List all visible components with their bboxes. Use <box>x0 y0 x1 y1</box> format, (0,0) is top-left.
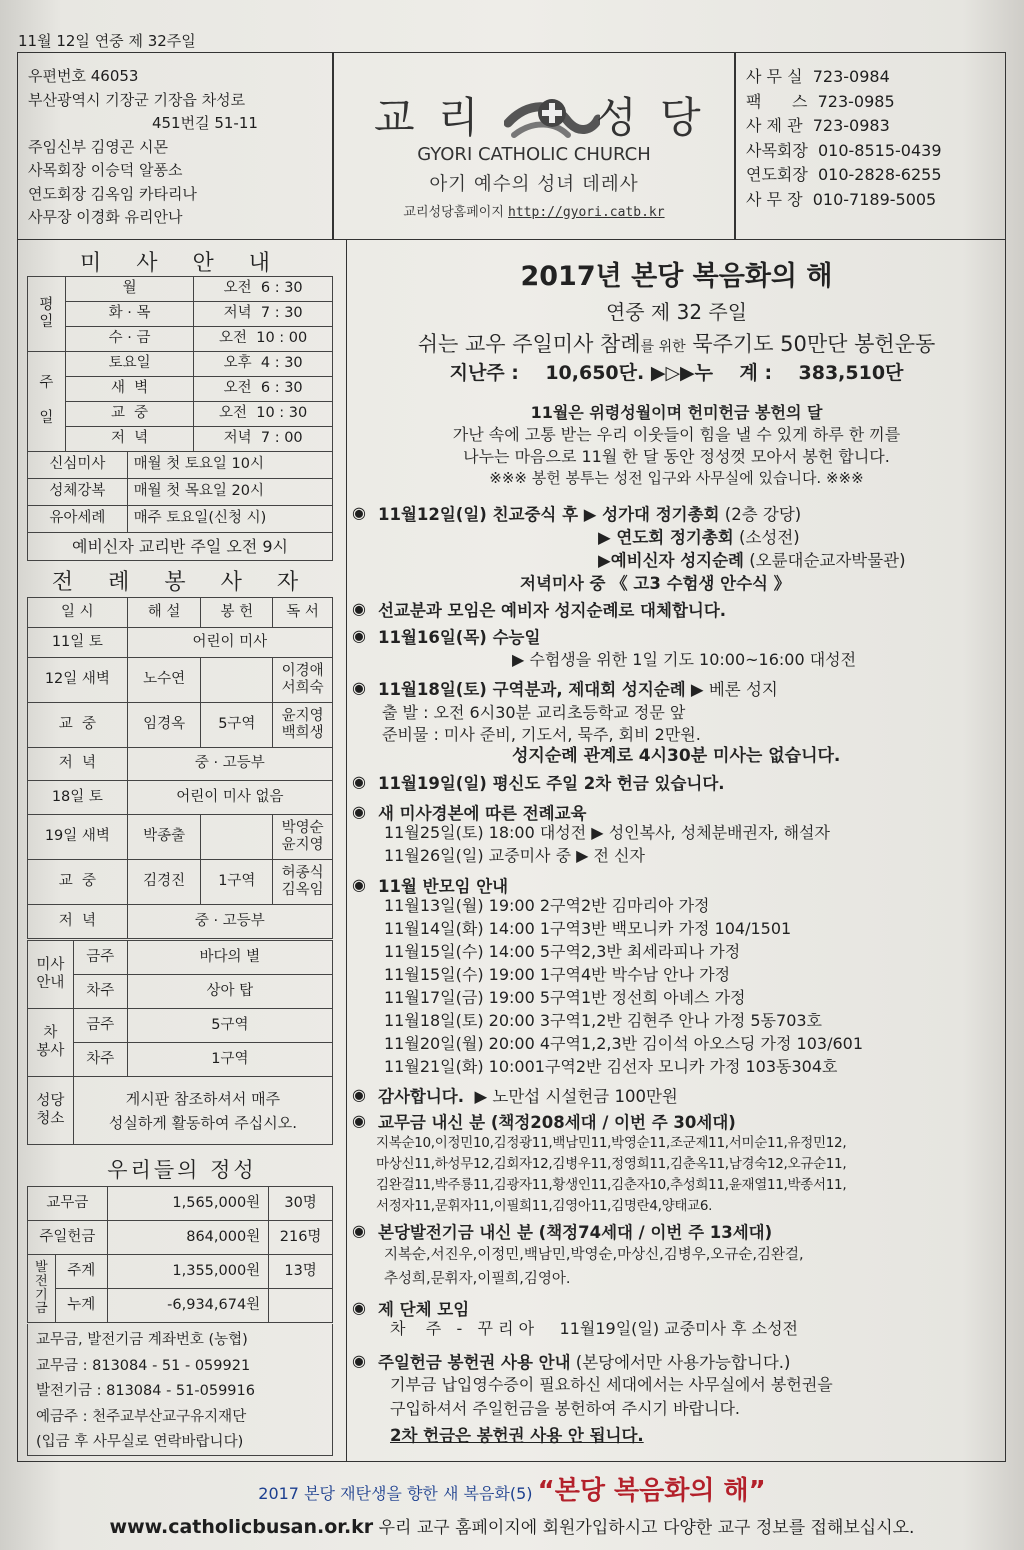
col-header: 독 서 <box>273 598 333 628</box>
server-desc: 중 · 고등부 <box>127 748 332 781</box>
footer-slogan-text: 2017 본당 재탄생을 향한 새 복음화(5) <box>258 1484 538 1503</box>
footer-slogan-highlight: “본당 복음화의 해” <box>537 1476 766 1506</box>
pastoral-council-head: 사목회장 이승덕 알퐁소 <box>28 161 183 179</box>
church-name-char-2: 리 <box>438 93 479 142</box>
pilgrimage-departure: 출 발 : 오전 6시30분 교리초등학교 정문 앞 <box>382 703 686 722</box>
voucher-text: 구입하셔서 주일헌금을 봉헌하여 주시기 바랍니다. <box>390 1399 741 1418</box>
bullet-icon: ◉ <box>352 1298 366 1317</box>
commentator: 박종출 <box>127 815 201 860</box>
commentator: 노수연 <box>127 658 201 703</box>
november-text: ※※※ 봉헌 봉투는 성전 입구와 사무실에 있습니다. ※※※ <box>489 469 864 487</box>
dev-fund-names: 추성희,문휘자,이필희,김영아. <box>384 1271 571 1287</box>
announcement-groups: 제 단체 모임 <box>378 1300 470 1319</box>
account-line: 발전기금 : 813084 - 51-059916 <box>36 1383 255 1399</box>
dues-names: 김완걸11,박주룡11,김광자11,황생인11,김춘자10,추성희11,윤재열11,박종서11, <box>376 1177 847 1193</box>
announcement-exam: 11월16일(목) 수능일 <box>378 628 541 647</box>
church-clean-label: 성당 청소 <box>28 1077 74 1145</box>
liturgy-edu-2: 11월26일(일) 교중미사 중 ▶ 전 신자 <box>384 846 645 865</box>
groups-curia: 차 주 - 꾸 리 아 11월19일(일) 교중미사 후 소성전 <box>390 1319 798 1338</box>
server-desc: 어린이 미사 없음 <box>127 781 332 815</box>
ministry-value: 바다의 별 <box>127 941 332 975</box>
account-line: 예금주 : 천주교부산교구유지재단 <box>36 1408 247 1425</box>
church-name-char-1: 교 <box>374 93 415 142</box>
offertory: 5구역 <box>201 703 273 748</box>
church-name-char-3: 성 <box>596 93 637 142</box>
november-text: 가난 속에 고통 받는 우리 이웃들이 힘을 낼 수 있게 하루 한 끼를 <box>452 425 901 444</box>
liturgical-week: 연중 제 32 주일 <box>605 300 748 324</box>
offering-amount: 1,565,000원 <box>107 1187 269 1221</box>
diocese-text: 우리 교구 홈페이지에 회원가입하시고 다양한 교구 정보를 접해보십시오. <box>373 1518 915 1538</box>
announcement-choir: 11월12일(일) 친교중식 후 ▶ 성가대 정기총회 (2층 강당) <box>378 505 802 524</box>
ban-meeting-item: 11월15일(수) 14:00 5구역2,3반 최세라피나 가정 <box>384 942 741 961</box>
announcement-exam-prayer: ▶ 수험생을 위한 1일 기도 10:00~16:00 대성전 <box>512 650 857 669</box>
header-left-info <box>17 52 333 240</box>
special-mass-name: 신심미사 <box>28 452 128 479</box>
ban-meeting-item: 11월21일(화) 10:001구역2반 김선자 모니카 가정 103동304호 <box>384 1057 838 1076</box>
offering-name: 주계 <box>55 1255 107 1289</box>
mass-schedule-table <box>27 276 333 452</box>
bullet-icon: ◉ <box>352 802 366 821</box>
ban-meeting-item: 11월13일(월) 19:00 2구역2반 김마리아 가정 <box>384 896 710 915</box>
homepage-link[interactable]: http://gyori.catb.kr <box>508 205 665 220</box>
dues-names: 지복순10,이정민10,김정광11,백남민11,박영순11,조군제11,서미순11,유정민12, <box>376 1135 847 1151</box>
pilgrimage-supplies: 준비물 : 미사 준비, 기도서, 묵주, 회비 2만원. <box>382 725 701 744</box>
dues-names: 마상신11,하성무12,김회자12,김병우11,정영희11,김춘옥11,남경숙12,오규순11, <box>376 1156 847 1172</box>
server-date: 18일 토 <box>28 781 128 815</box>
mass-day: 수 · 금 <box>65 327 193 352</box>
offering-table <box>27 1186 333 1323</box>
office-manager: 사무장 이경화 유리안나 <box>28 208 183 226</box>
bullet-icon: ◉ <box>352 1221 366 1240</box>
offering-count: 30명 <box>269 1187 333 1221</box>
announcement-ban-meeting: 11월 반모임 안내 <box>378 877 509 896</box>
main-title: 2017년 본당 복음화의 해 <box>520 261 833 292</box>
offertory: 1구역 <box>201 860 273 905</box>
mass-day: 저 녁 <box>65 427 193 452</box>
ban-meeting-item: 11월20일(월) 20:00 4구역1,2,3반 김이석 아오스딩 가정 103/601 <box>384 1034 864 1053</box>
special-mass-name: 유아세례 <box>28 506 128 533</box>
announcement-district-pilgrimage: 11월18일(토) 구역분과, 제대회 성지순례 ▶ 베론 성지 <box>378 680 778 699</box>
mass-day: 월 <box>65 277 193 302</box>
col-header: 해 설 <box>127 598 201 628</box>
special-mass-desc: 매주 토요일(신청 시) <box>127 506 332 533</box>
server-date: 11일 토 <box>28 628 128 658</box>
mass-time: 오전 10 : 00 <box>194 327 333 352</box>
footer-slogan <box>0 1470 1024 1507</box>
footer-diocese <box>0 1513 1024 1538</box>
mass-day: 새 벽 <box>65 377 193 402</box>
november-text: 나누는 마음으로 11월 한 달 동안 정성껏 모아서 봉헌 합니다. <box>463 447 890 466</box>
announcement-blessing: 저녁미사 중 《 고3 수험생 안수식 》 <box>520 574 791 593</box>
week-label: 차주 <box>73 1043 127 1077</box>
announcement-liturgy-edu: 새 미사경본에 따른 전례교육 <box>378 804 587 823</box>
account-info <box>27 1324 333 1456</box>
server-date: 저 녁 <box>28 748 128 781</box>
diocese-url[interactable]: www.catholicbusan.or.kr <box>109 1516 374 1538</box>
homepage-label: 교리성당홈페이지 <box>403 205 504 220</box>
ban-meeting-item: 11월14일(화) 14:00 1구역3반 백모니카 가정 104/1501 <box>384 919 792 938</box>
prayer-group-head: 연도회장 김옥임 카타리나 <box>28 184 197 203</box>
announcement-mission: 선교분과 모임은 예비자 성지순례로 대체합니다. <box>378 601 727 620</box>
announcement-thanks: 감사합니다. ▶ 노만섭 시설헌금 100만원 <box>378 1087 678 1106</box>
announcement-laity-sunday: 11월19일(일) 평신도 주일 2차 헌금 있습니다. <box>378 774 725 793</box>
offering-amount: 1,355,000원 <box>107 1255 269 1289</box>
contact-rectory: 사 제 관 723-0983 <box>746 116 890 135</box>
mass-schedule-title: 미 사 안 내 <box>80 251 284 276</box>
week-label: 차주 <box>73 975 127 1009</box>
readers: 윤지영 백희생 <box>273 703 333 748</box>
announcement-dev-fund: 본당발전기금 내신 분 (책정74세대 / 이번 주 13세대) <box>378 1223 773 1242</box>
mass-time: 오전 6 : 30 <box>194 277 333 302</box>
offering-count: 13명 <box>269 1255 333 1289</box>
account-line: (입금 후 사무실로 연락바랍니다) <box>36 1434 244 1450</box>
week-label: 금주 <box>73 941 127 975</box>
offertory <box>201 658 273 703</box>
postal-code: 우편번호 46053 <box>28 67 139 85</box>
offering-name: 주일헌금 <box>28 1221 108 1255</box>
commentator: 임경옥 <box>127 703 201 748</box>
announcement-offering-voucher: 주일헌금 봉헌권 사용 안내 (본당에서만 사용가능합니다.) <box>378 1353 791 1372</box>
readers: 이경애 서희숙 <box>273 658 333 703</box>
bullet-icon: ◉ <box>352 678 366 697</box>
development-fund-label: 발 전 기 금 <box>28 1255 56 1323</box>
week-label: 금주 <box>73 1009 127 1043</box>
contact-office: 사 무 실 723-0984 <box>746 67 890 86</box>
mass-day: 교 중 <box>65 402 193 427</box>
offering-count <box>269 1289 333 1323</box>
announcement-prayer-meeting: ▶ 연도회 정기총회 (소성전) <box>598 528 800 547</box>
homepage-line <box>334 201 734 220</box>
liturgy-edu-1: 11월25일(토) 18:00 대성전 ▶ 성인복사, 성체분배권자, 해설자 <box>384 823 830 842</box>
server-desc: 어린이 미사 <box>127 628 332 658</box>
bullet-icon: ◉ <box>352 1351 366 1370</box>
church-name-char-4: 당 <box>660 93 701 142</box>
dateline: 11월 12일 연중 제 32주일 <box>18 32 196 50</box>
bullet-icon: ◉ <box>352 772 366 791</box>
special-mass-table <box>27 451 333 561</box>
server-date: 12일 새벽 <box>28 658 128 703</box>
voucher-text: 기부금 납입영수증이 필요하신 세대에서는 사무실에서 봉헌권을 <box>390 1375 833 1394</box>
announcement-pilgrimage: ▶예비신자 성지순례 (오륜대순교자박물관) <box>598 551 906 570</box>
offering-count: 216명 <box>269 1221 333 1255</box>
pastor: 주임신부 김영곤 시몬 <box>28 137 168 156</box>
offering-amount: -6,934,674원 <box>107 1289 269 1323</box>
voucher-notice: 2차 헌금은 봉헌권 사용 안 됩니다. <box>390 1426 644 1445</box>
contact-prayer: 연도회장 010-2828-6255 <box>746 165 942 184</box>
special-mass-name: 성체강복 <box>28 479 128 506</box>
bullet-icon: ◉ <box>352 875 366 894</box>
church-patron: 아기 예수의 성녀 데레사 <box>429 174 639 195</box>
account-line: 교무금, 발전기금 계좌번호 (농협) <box>36 1332 248 1348</box>
contact-manager: 사 무 장 010-7189-5005 <box>746 189 937 209</box>
header-church-logo <box>333 52 735 240</box>
liturgy-servers-table <box>27 597 333 939</box>
mass-time: 오전 10 : 30 <box>194 402 333 427</box>
pilgrimage-notice: 성지순례 관계로 4시30분 미사는 없습니다. <box>512 746 841 766</box>
ministry-value: 상아 탑 <box>127 975 332 1009</box>
dues-names: 서정자11,문휘자11,이필희11,김영아11,김명란4,양태교6. <box>376 1198 713 1214</box>
address-line-2: 451번길 51-11 <box>28 114 258 132</box>
special-mass-desc: 매월 첫 목요일 20시 <box>127 479 332 506</box>
ministry-value: 1구역 <box>127 1043 332 1077</box>
account-line: 교무금 : 813084 - 51 - 059921 <box>36 1357 251 1374</box>
dev-fund-names: 지복순,서진우,이정민,백남민,박영순,마상신,김병우,오규순,김완걸, <box>384 1247 804 1263</box>
offering-title: 우리들의 정성 <box>107 1158 257 1182</box>
offertory <box>201 815 273 860</box>
mass-day: 화 · 목 <box>65 302 193 327</box>
header-contacts <box>735 52 1006 240</box>
ban-meeting-item: 11월15일(수) 19:00 1구역4반 박수남 안나 가정 <box>384 965 731 984</box>
offering-name: 교무금 <box>28 1187 108 1221</box>
offering-amount: 864,000원 <box>107 1221 269 1255</box>
church-clean-text: 게시판 참조하셔서 매주 성실하게 활동하여 주십시오. <box>73 1077 332 1145</box>
church-logo-icon <box>504 89 600 149</box>
bullet-icon: ◉ <box>352 1085 366 1104</box>
bullet-icon: ◉ <box>352 626 366 645</box>
special-mass-desc: 매월 첫 토요일 10시 <box>127 452 332 479</box>
bullet-icon: ◉ <box>352 503 366 522</box>
rosary-tally: 지난주 : 10,650단. ▶▷▶누 계 : 383,510단 <box>449 362 904 384</box>
server-date: 19일 새벽 <box>28 815 128 860</box>
contact-council: 사목회장 010-8515-0439 <box>746 140 942 160</box>
col-header: 봉 헌 <box>201 598 273 628</box>
church-english-name: GYORI CATHOLIC CHURCH <box>417 144 651 165</box>
sunday-label: 주 일 <box>28 352 66 452</box>
offering-name: 누계 <box>55 1289 107 1323</box>
mass-time: 저녁 7 : 30 <box>194 302 333 327</box>
ban-meeting-item: 11월17일(금) 19:00 5구역1반 정선희 아녜스 가정 <box>384 988 746 1007</box>
ban-meeting-item: 11월18일(토) 20:00 3구역1,2반 김현주 안나 가정 5동703호 <box>384 1011 823 1030</box>
server-date: 교 중 <box>28 703 128 748</box>
bullet-icon: ◉ <box>352 599 366 618</box>
ministry-value: 5구역 <box>127 1009 332 1043</box>
mass-time: 오후 4 : 30 <box>194 352 333 377</box>
ministry-table <box>27 940 333 1145</box>
mass-guide-label: 미사 안내 <box>28 941 74 1009</box>
announcement-dues: 교무금 내신 분 (책정208세대 / 이번 주 30세대) <box>378 1113 736 1132</box>
server-date: 교 중 <box>28 860 128 905</box>
server-date: 저 녁 <box>28 905 128 939</box>
address-line-1: 부산광역시 기장군 기장읍 차성로 <box>28 90 246 109</box>
mass-time: 오전 6 : 30 <box>194 377 333 402</box>
readers: 박영순 윤지영 <box>273 815 333 860</box>
commentator: 김경진 <box>127 860 201 905</box>
liturgy-servers-title: 전 례 봉 사 자 <box>51 570 313 595</box>
server-desc: 중 · 고등부 <box>127 905 332 939</box>
cleaning-label: 차 봉사 <box>28 1009 74 1077</box>
contact-fax: 팩 스 723-0985 <box>746 91 895 111</box>
weekday-label: 평 일 <box>28 277 66 352</box>
november-title: 11월은 위령성월이며 헌미헌금 봉헌의 달 <box>530 403 823 422</box>
readers: 허종식 김옥임 <box>273 860 333 905</box>
rosary-campaign: 쉬는 교우 주일미사 참례를 위한 묵주기도 50만단 봉헌운동 <box>417 332 936 356</box>
catechumen-class: 예비신자 교리반 주일 오전 9시 <box>28 533 333 561</box>
mass-time: 저녁 7 : 00 <box>194 427 333 452</box>
bullet-icon: ◉ <box>352 1111 366 1130</box>
mass-day: 토요일 <box>65 352 193 377</box>
col-header: 일 시 <box>28 598 128 628</box>
